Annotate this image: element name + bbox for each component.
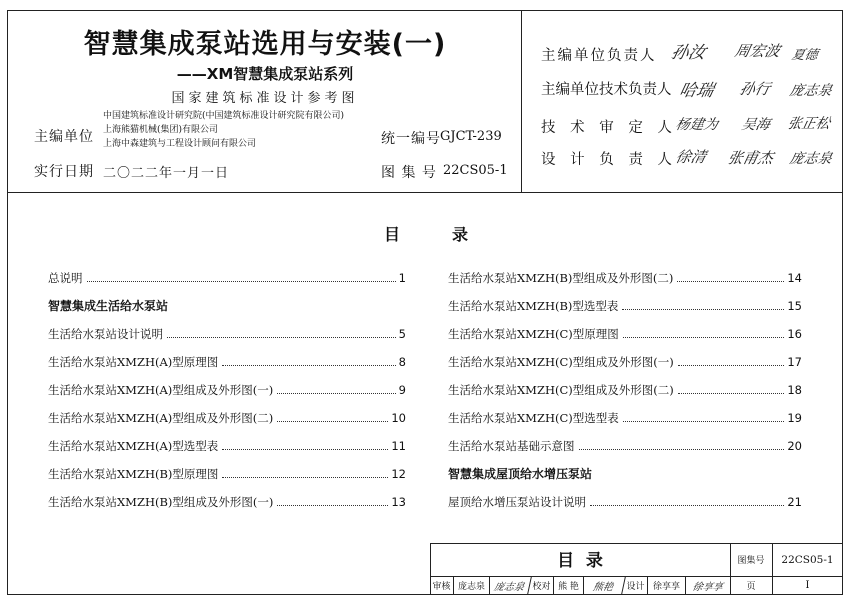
toc-entry-page: 12 — [391, 467, 406, 481]
tb-design-name: 徐享享 — [648, 576, 686, 595]
signature: 孙汝 — [669, 43, 708, 63]
signature: 庞志泉 — [788, 83, 834, 99]
chief-unit-1: 中国建筑标准设计研究院(中国建筑标准设计研究院有限公司) — [103, 111, 345, 121]
toc-entry-page: 15 — [787, 299, 802, 313]
signature: 周宏波 — [732, 42, 782, 60]
toc-leader-dots — [277, 421, 388, 422]
resp-label-3: 技 术 审 定 人 — [541, 120, 677, 136]
code-value: GJCT-239 — [440, 129, 502, 144]
toc-entry-title: 生活给水泵站XMZH(A)型原理图 — [48, 355, 219, 369]
date-label: 实行日期 — [34, 164, 94, 180]
toc-leader-dots — [677, 281, 784, 282]
toc-entry-page: 18 — [787, 383, 802, 397]
toc-entry-page: 16 — [787, 327, 802, 341]
toc-entry-title: 生活给水泵站基础示意图 — [448, 439, 575, 453]
toc-entry-title: 生活给水泵站设计说明 — [48, 327, 163, 341]
atlas-no-label: 图 集 号 — [381, 165, 437, 181]
tb-review-signature: 庞志泉 — [488, 576, 532, 595]
tb-design-label: 设计 — [624, 576, 648, 595]
signature: 张正松 — [786, 116, 832, 132]
toc-entry[interactable] — [448, 354, 802, 370]
signature: 张甫杰 — [725, 149, 775, 167]
code-label: 统一编号 — [381, 131, 441, 147]
toc-entry-title: 总说明 — [48, 271, 83, 285]
toc-entry-page: 14 — [787, 271, 802, 285]
toc-entry[interactable] — [48, 270, 406, 286]
resp-label-1: 主编单位负责人 — [541, 48, 657, 64]
signature: 庞志泉 — [788, 151, 834, 167]
signature: 孙行 — [737, 80, 772, 98]
toc-leader-dots — [623, 421, 785, 422]
title-block-name: 目 录 — [557, 551, 603, 571]
toc-entry[interactable] — [448, 270, 802, 286]
signature: 吴海 — [740, 117, 772, 133]
resp-label-4: 设 计 负 责 人 — [541, 152, 677, 168]
toc-entry-title: 屋顶给水增压泵站设计说明 — [448, 495, 586, 509]
toc-entry-title: 生活给水泵站XMZH(C)型原理图 — [448, 327, 619, 341]
toc-entry[interactable] — [448, 410, 802, 426]
toc-entry-title: 生活给水泵站XMZH(C)型组成及外形图(二) — [448, 383, 674, 397]
toc-entry-page: 5 — [398, 327, 406, 341]
toc-entry-title: 生活给水泵站XMZH(B)型选型表 — [448, 299, 619, 313]
toc-entry-title: 生活给水泵站XMZH(C)型选型表 — [448, 411, 619, 425]
toc-leader-dots — [222, 365, 395, 366]
toc-entry[interactable] — [48, 382, 406, 398]
toc-entry-page: 1 — [398, 271, 406, 285]
tb-review-name: 庞志泉 — [454, 576, 490, 595]
toc-leader-dots — [167, 337, 396, 338]
toc-section-title: 智慧集成屋顶给水增压泵站 — [448, 467, 593, 481]
chief-unit-2: 上海熊猫机械(集团)有限公司 — [103, 125, 219, 135]
tb-check-name: 熊 艳 — [554, 576, 584, 595]
toc-entry-page: 8 — [398, 355, 406, 369]
toc-leader-dots — [678, 365, 785, 366]
toc-entry[interactable] — [48, 354, 406, 370]
tb-check-label: 校对 — [530, 576, 554, 595]
toc-entry-page: 17 — [787, 355, 802, 369]
toc-entry[interactable] — [48, 438, 406, 454]
tb-check-signature: 熊艳 — [582, 576, 626, 595]
toc-entry-page: 21 — [787, 495, 802, 509]
atlas-subtitle: ——XM智慧集成泵站系列 — [176, 65, 354, 83]
toc-entry[interactable] — [48, 494, 406, 510]
toc-entry[interactable] — [448, 326, 802, 342]
toc-entry-page: 9 — [398, 383, 406, 397]
toc-heading-left: 目 — [384, 225, 401, 244]
toc-entry-page: 13 — [391, 495, 406, 509]
signature: 哈瑞 — [677, 81, 716, 101]
toc-leader-dots — [277, 393, 395, 394]
tb-review-label: 审核 — [430, 576, 454, 595]
toc-entry[interactable] — [448, 438, 802, 454]
date-value: 二〇二二年一月一日 — [103, 166, 230, 181]
atlas-no-value: 22CS05-1 — [443, 163, 508, 178]
tb-page-label: 页 — [746, 582, 756, 592]
signature: 夏德 — [789, 48, 820, 63]
tb-page-value: I — [805, 580, 810, 591]
toc-leader-dots — [622, 309, 784, 310]
signature: 徐清 — [673, 148, 708, 166]
toc-leader-dots — [222, 449, 388, 450]
tb-atlas-label: 图集号 — [737, 556, 765, 566]
atlas-category: 国家建筑标准设计参考图 — [171, 91, 359, 106]
tb-design-signature: 徐享享 — [691, 582, 724, 593]
toc-entry[interactable] — [448, 298, 802, 314]
atlas-title: 智慧集成泵站选用与安装(一) — [83, 29, 447, 60]
toc-heading-right: 录 — [452, 225, 469, 244]
toc-leader-dots — [222, 477, 388, 478]
toc-entry[interactable] — [448, 382, 802, 398]
toc-entry[interactable] — [48, 466, 406, 482]
toc-entry-page: 20 — [787, 439, 802, 453]
toc-leader-dots — [277, 505, 388, 506]
toc-leader-dots — [579, 449, 785, 450]
chief-unit-3: 上海中森建筑与工程设计顾问有限公司 — [103, 139, 257, 149]
toc-entry[interactable] — [48, 410, 406, 426]
toc-entry[interactable] — [48, 326, 406, 342]
toc-entry-title: 生活给水泵站XMZH(B)型组成及外形图(一) — [48, 495, 274, 509]
toc-entry-title: 生活给水泵站XMZH(B)型组成及外形图(二) — [448, 271, 674, 285]
toc-entry-title: 生活给水泵站XMZH(A)型组成及外形图(一) — [48, 383, 274, 397]
toc-entry-title: 生活给水泵站XMZH(A)型选型表 — [48, 439, 219, 453]
toc-entry[interactable] — [448, 494, 802, 510]
toc-entry-title: 生活给水泵站XMZH(A)型组成及外形图(二) — [48, 411, 274, 425]
chief-unit-label: 主编单位 — [34, 129, 94, 145]
toc-entry-title: 生活给水泵站XMZH(C)型组成及外形图(一) — [448, 355, 674, 369]
toc-entry-page: 19 — [787, 411, 802, 425]
resp-label-2: 主编单位技术负责人 — [541, 82, 672, 98]
toc-leader-dots — [678, 393, 785, 394]
toc-leader-dots — [87, 281, 396, 282]
toc-section-title: 智慧集成生活给水泵站 — [48, 299, 169, 313]
toc-entry-page: 10 — [391, 411, 406, 425]
toc-leader-dots — [590, 505, 784, 506]
toc-entry-page: 11 — [391, 439, 406, 453]
toc-leader-dots — [623, 337, 785, 338]
tb-atlas-value: 22CS05-1 — [781, 553, 834, 566]
toc-entry-title: 生活给水泵站XMZH(B)型原理图 — [48, 467, 219, 481]
signature: 杨建为 — [674, 117, 720, 133]
